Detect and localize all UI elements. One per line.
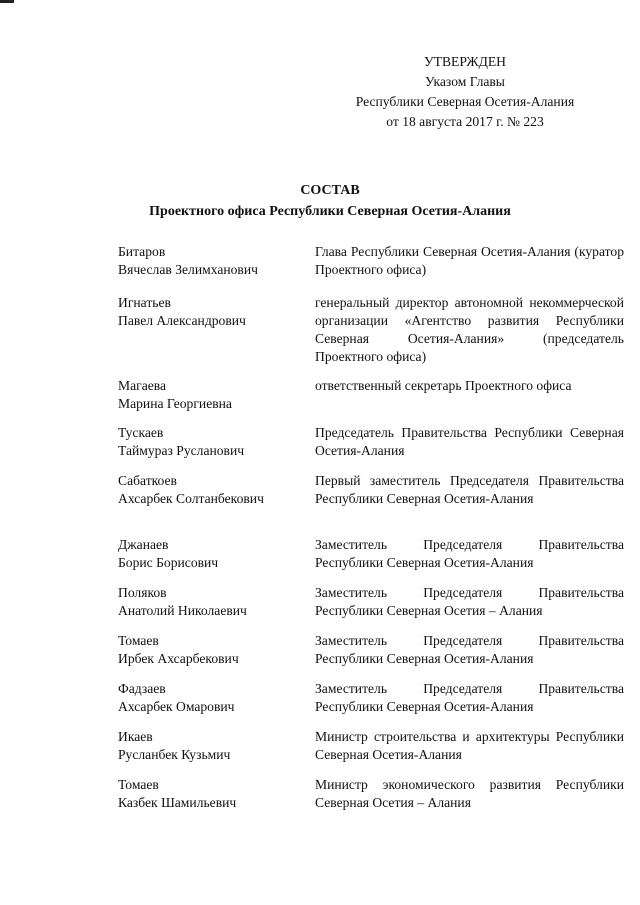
member-name: [118, 776, 308, 812]
member-surname: Икаев: [118, 729, 153, 744]
member-surname: Игнатьев: [118, 295, 171, 310]
member-role: Министр строительства и архитектуры Республики Северная Осетия-Алания: [315, 729, 624, 762]
member-name: [118, 728, 308, 764]
member-given-name: Таймураз Русланович: [118, 443, 245, 458]
member-role: Председатель Правительства Республики Северная Осетия-Алания: [315, 425, 624, 458]
member-name: [118, 472, 308, 508]
approval-line-approved: УТВЕРЖДЕН: [424, 54, 506, 69]
member-surname: Поляков: [118, 585, 167, 600]
approval-line-date: от 18 августа 2017 г. № 223: [386, 114, 544, 129]
member-surname: Битаров: [118, 244, 166, 259]
member-surname: Джанаев: [118, 537, 169, 552]
member-surname: Магаева: [118, 378, 167, 393]
member-role: Министр экономического развития Республики Северная Осетия – Алания: [315, 777, 624, 810]
member-given-name: Павел Александрович: [118, 313, 246, 328]
member-role: генеральный директор автономной некоммерческой организации «Агентство развития Республики Северная Осетия-Алания» (председатель Проектного офиса): [315, 295, 624, 364]
title-heading: СОСТАВ: [300, 183, 360, 198]
member-name: [118, 424, 308, 460]
member-role: Заместитель Председателя Правительства Республики Северная Осетия-Алания: [315, 681, 624, 714]
member-given-name: Вячеслав Зелимханович: [118, 262, 258, 277]
member-name: [118, 536, 308, 572]
member-name: [118, 377, 308, 413]
member-name: [118, 632, 308, 668]
member-given-name: Марина Георгиевна: [118, 396, 232, 411]
member-role: ответственный секретарь Проектного офиса: [315, 378, 572, 393]
member-name: [118, 680, 308, 716]
member-given-name: Анатолий Николаевич: [118, 603, 247, 618]
member-role: Заместитель Председателя Правительства Республики Северная Осетия – Алания: [315, 585, 624, 618]
member-name: [118, 584, 308, 620]
member-surname: Томаев: [118, 633, 159, 648]
member-surname: Фадзаев: [118, 681, 166, 696]
member-given-name: Ахсарбек Солтанбекович: [118, 491, 264, 506]
member-given-name: Ирбек Ахсарбекович: [118, 651, 239, 666]
member-surname: Сабаткоев: [118, 473, 177, 488]
approval-line-republic: Республики Северная Осетия-Алания: [355, 94, 575, 109]
approval-line-decree: Указом Главы: [425, 74, 505, 89]
member-role: Глава Республики Северная Осетия-Алания (куратор Проектного офиса): [315, 244, 624, 277]
member-role: Заместитель Председателя Правительства Республики Северная Осетия-Алания: [315, 633, 624, 666]
member-surname: Тускаев: [118, 425, 164, 440]
scan-edge-mark: [0, 0, 14, 3]
title-subheading: Проектного офиса Республики Северная Осетия-Алания: [149, 204, 511, 219]
approval-stamp: [340, 52, 590, 132]
document-title: [110, 180, 550, 222]
member-role: Заместитель Председателя Правительства Республики Северная Осетия-Алания: [315, 537, 624, 570]
member-role: Первый заместитель Председателя Правительства Республики Северная Осетия-Алания: [315, 473, 624, 506]
member-given-name: Ахсарбек Омарович: [118, 699, 235, 714]
member-name: [118, 243, 308, 279]
member-name: [118, 294, 308, 330]
member-given-name: Казбек Шамильевич: [118, 795, 237, 810]
member-given-name: Русланбек Кузьмич: [118, 747, 231, 762]
member-given-name: Борис Борисович: [118, 555, 219, 570]
member-surname: Томаев: [118, 777, 159, 792]
